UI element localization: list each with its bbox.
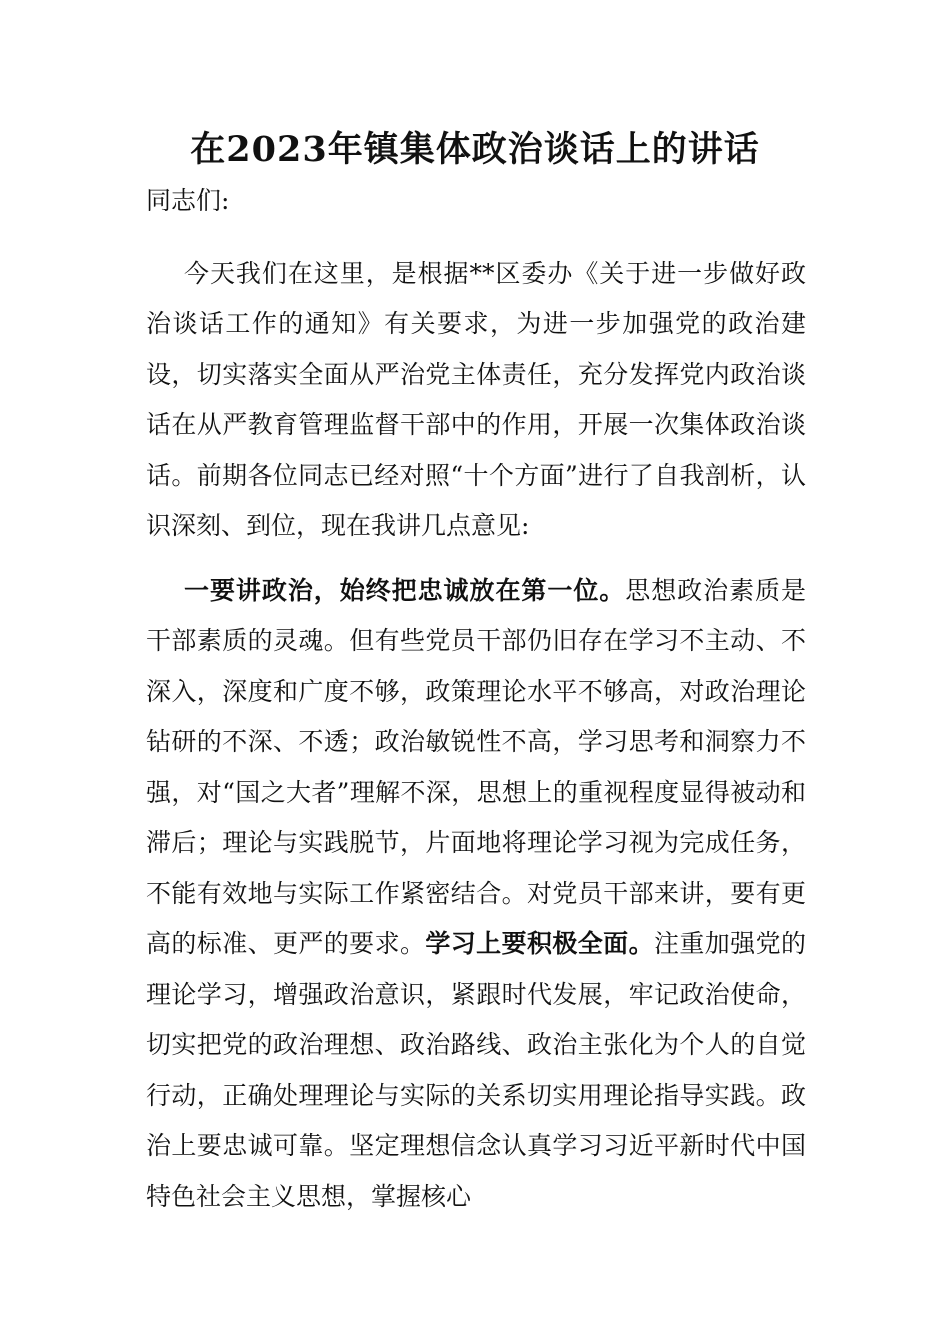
paragraph-point-one: [146, 566, 806, 1223]
point-one-heading: 一要讲政治，始终把忠诚放在第一位。: [184, 575, 626, 605]
point-one-text: 思想政治素质是干部素质的灵魂。但有些党员干部仍旧存在学习不主动、不深入，深度和广度不够，政策理论水平不够高，对政治理论钻研的不深、不透；政治敏锐性不高，学习思考和洞察力不强，对“国之大者”理解不深，思想上的重视程度显得被动和滞后；理论与实践脱节，片面地将理论学习视为完成任务，不能有效地与实际工作紧密结合。对党员干部来讲，要有更高的标准、更严的要求。: [146, 575, 806, 958]
paragraph-intro: 今天我们在这里，是根据**区委办《关于进一步做好政治谈话工作的通知》有关要求，为进一步加强党的政治建设，切实落实全面从严治党主体责任，充分发挥党内政治谈话在从严教育管理监督干部中的作用，开展一次集体政治谈话。前期各位同志已经对照“十个方面”进行了自我剖析，认识深刻、到位，现在我讲几点意见:: [146, 258, 806, 540]
document-body: [146, 176, 806, 1222]
point-one-text-continued: 注重加强党的理论学习，增强政治意识，紧跟时代发展，牢记政治使命，切实把党的政治理想、政治路线、政治主张化为个人的自觉行动，正确处理理论与实际的关系切实用理论指导实践。政治上要忠诚可靠。坚定理想信念认真学习习近平新时代中国特色社会主义思想，掌握核心: [146, 929, 806, 1211]
salutation: 同志们:: [146, 186, 230, 215]
document-title: 在2023年镇集体政治谈话上的讲话: [190, 129, 760, 170]
point-one-subheading: 学习上要积极全面。: [425, 929, 654, 958]
